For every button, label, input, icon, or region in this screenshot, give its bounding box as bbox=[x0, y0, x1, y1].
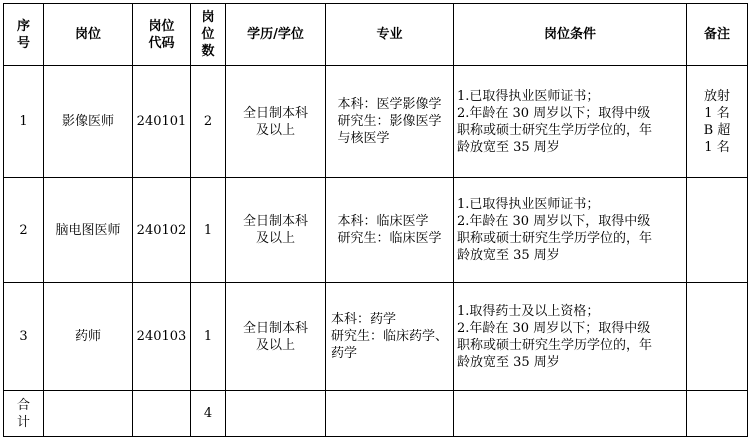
cell-conditions: 1.取得药士及以上资格； 2.年龄在 30 周岁以下；取得中级 职称或硕士研究生学历学位的，年 龄放宽至 35 周岁 bbox=[454, 283, 687, 391]
header-code: 岗位 代码 bbox=[133, 4, 191, 66]
cell-remark bbox=[687, 178, 748, 283]
total-empty-conditions bbox=[454, 391, 687, 437]
table-row bbox=[4, 178, 748, 283]
cell-position: 药师 bbox=[44, 283, 133, 391]
total-empty-major bbox=[326, 391, 454, 437]
total-label: 合 计 bbox=[4, 391, 44, 437]
total-empty-code bbox=[133, 391, 191, 437]
total-empty-remark bbox=[687, 391, 748, 437]
cell-position: 脑电图医师 bbox=[44, 178, 133, 283]
header-major: 专业 bbox=[326, 4, 454, 66]
cell-seq: 2 bbox=[4, 178, 44, 283]
total-empty-education bbox=[226, 391, 326, 437]
cell-conditions: 1.已取得执业医师证书； 2.年龄在 30 周岁以下，取得中级 职称或硕士研究生学历学位的，年 龄放宽至 35 周岁 bbox=[454, 178, 687, 283]
cell-major: 本科：药学 研究生：临床药学、 药学 bbox=[326, 283, 454, 391]
cell-count: 1 bbox=[191, 283, 226, 391]
cell-count: 1 bbox=[191, 178, 226, 283]
cell-major: 本科：临床医学 研究生：临床医学 bbox=[326, 178, 454, 283]
header-row bbox=[4, 4, 748, 66]
cell-seq: 3 bbox=[4, 283, 44, 391]
header-education: 学历/学位 bbox=[226, 4, 326, 66]
cell-code: 240103 bbox=[133, 283, 191, 391]
total-empty-position bbox=[44, 391, 133, 437]
cell-position: 影像医师 bbox=[44, 66, 133, 178]
total-count: 4 bbox=[191, 391, 226, 437]
cell-education: 全日制本科 及以上 bbox=[226, 66, 326, 178]
header-remark: 备注 bbox=[687, 4, 748, 66]
cell-education: 全日制本科 及以上 bbox=[226, 178, 326, 283]
table-row bbox=[4, 283, 748, 391]
header-position: 岗位 bbox=[44, 4, 133, 66]
cell-seq: 1 bbox=[4, 66, 44, 178]
recruitment-table bbox=[3, 3, 748, 437]
cell-conditions: 1.已取得执业医师证书； 2.年龄在 30 周岁以下；取得中级 职称或硕士研究生学历学位的，年 龄放宽至 35 周岁 bbox=[454, 66, 687, 178]
table-row bbox=[4, 66, 748, 178]
header-conditions: 岗位条件 bbox=[454, 4, 687, 66]
cell-code: 240101 bbox=[133, 66, 191, 178]
cell-remark bbox=[687, 283, 748, 391]
cell-code: 240102 bbox=[133, 178, 191, 283]
cell-remark: 放射 1 名 B 超 1 名 bbox=[687, 66, 748, 178]
header-count: 岗 位 数 bbox=[191, 4, 226, 66]
cell-major: 本科：医学影像学 研究生：影像医学 与核医学 bbox=[326, 66, 454, 178]
cell-education: 全日制本科 及以上 bbox=[226, 283, 326, 391]
cell-count: 2 bbox=[191, 66, 226, 178]
total-row bbox=[4, 391, 748, 437]
header-seq: 序 号 bbox=[4, 4, 44, 66]
